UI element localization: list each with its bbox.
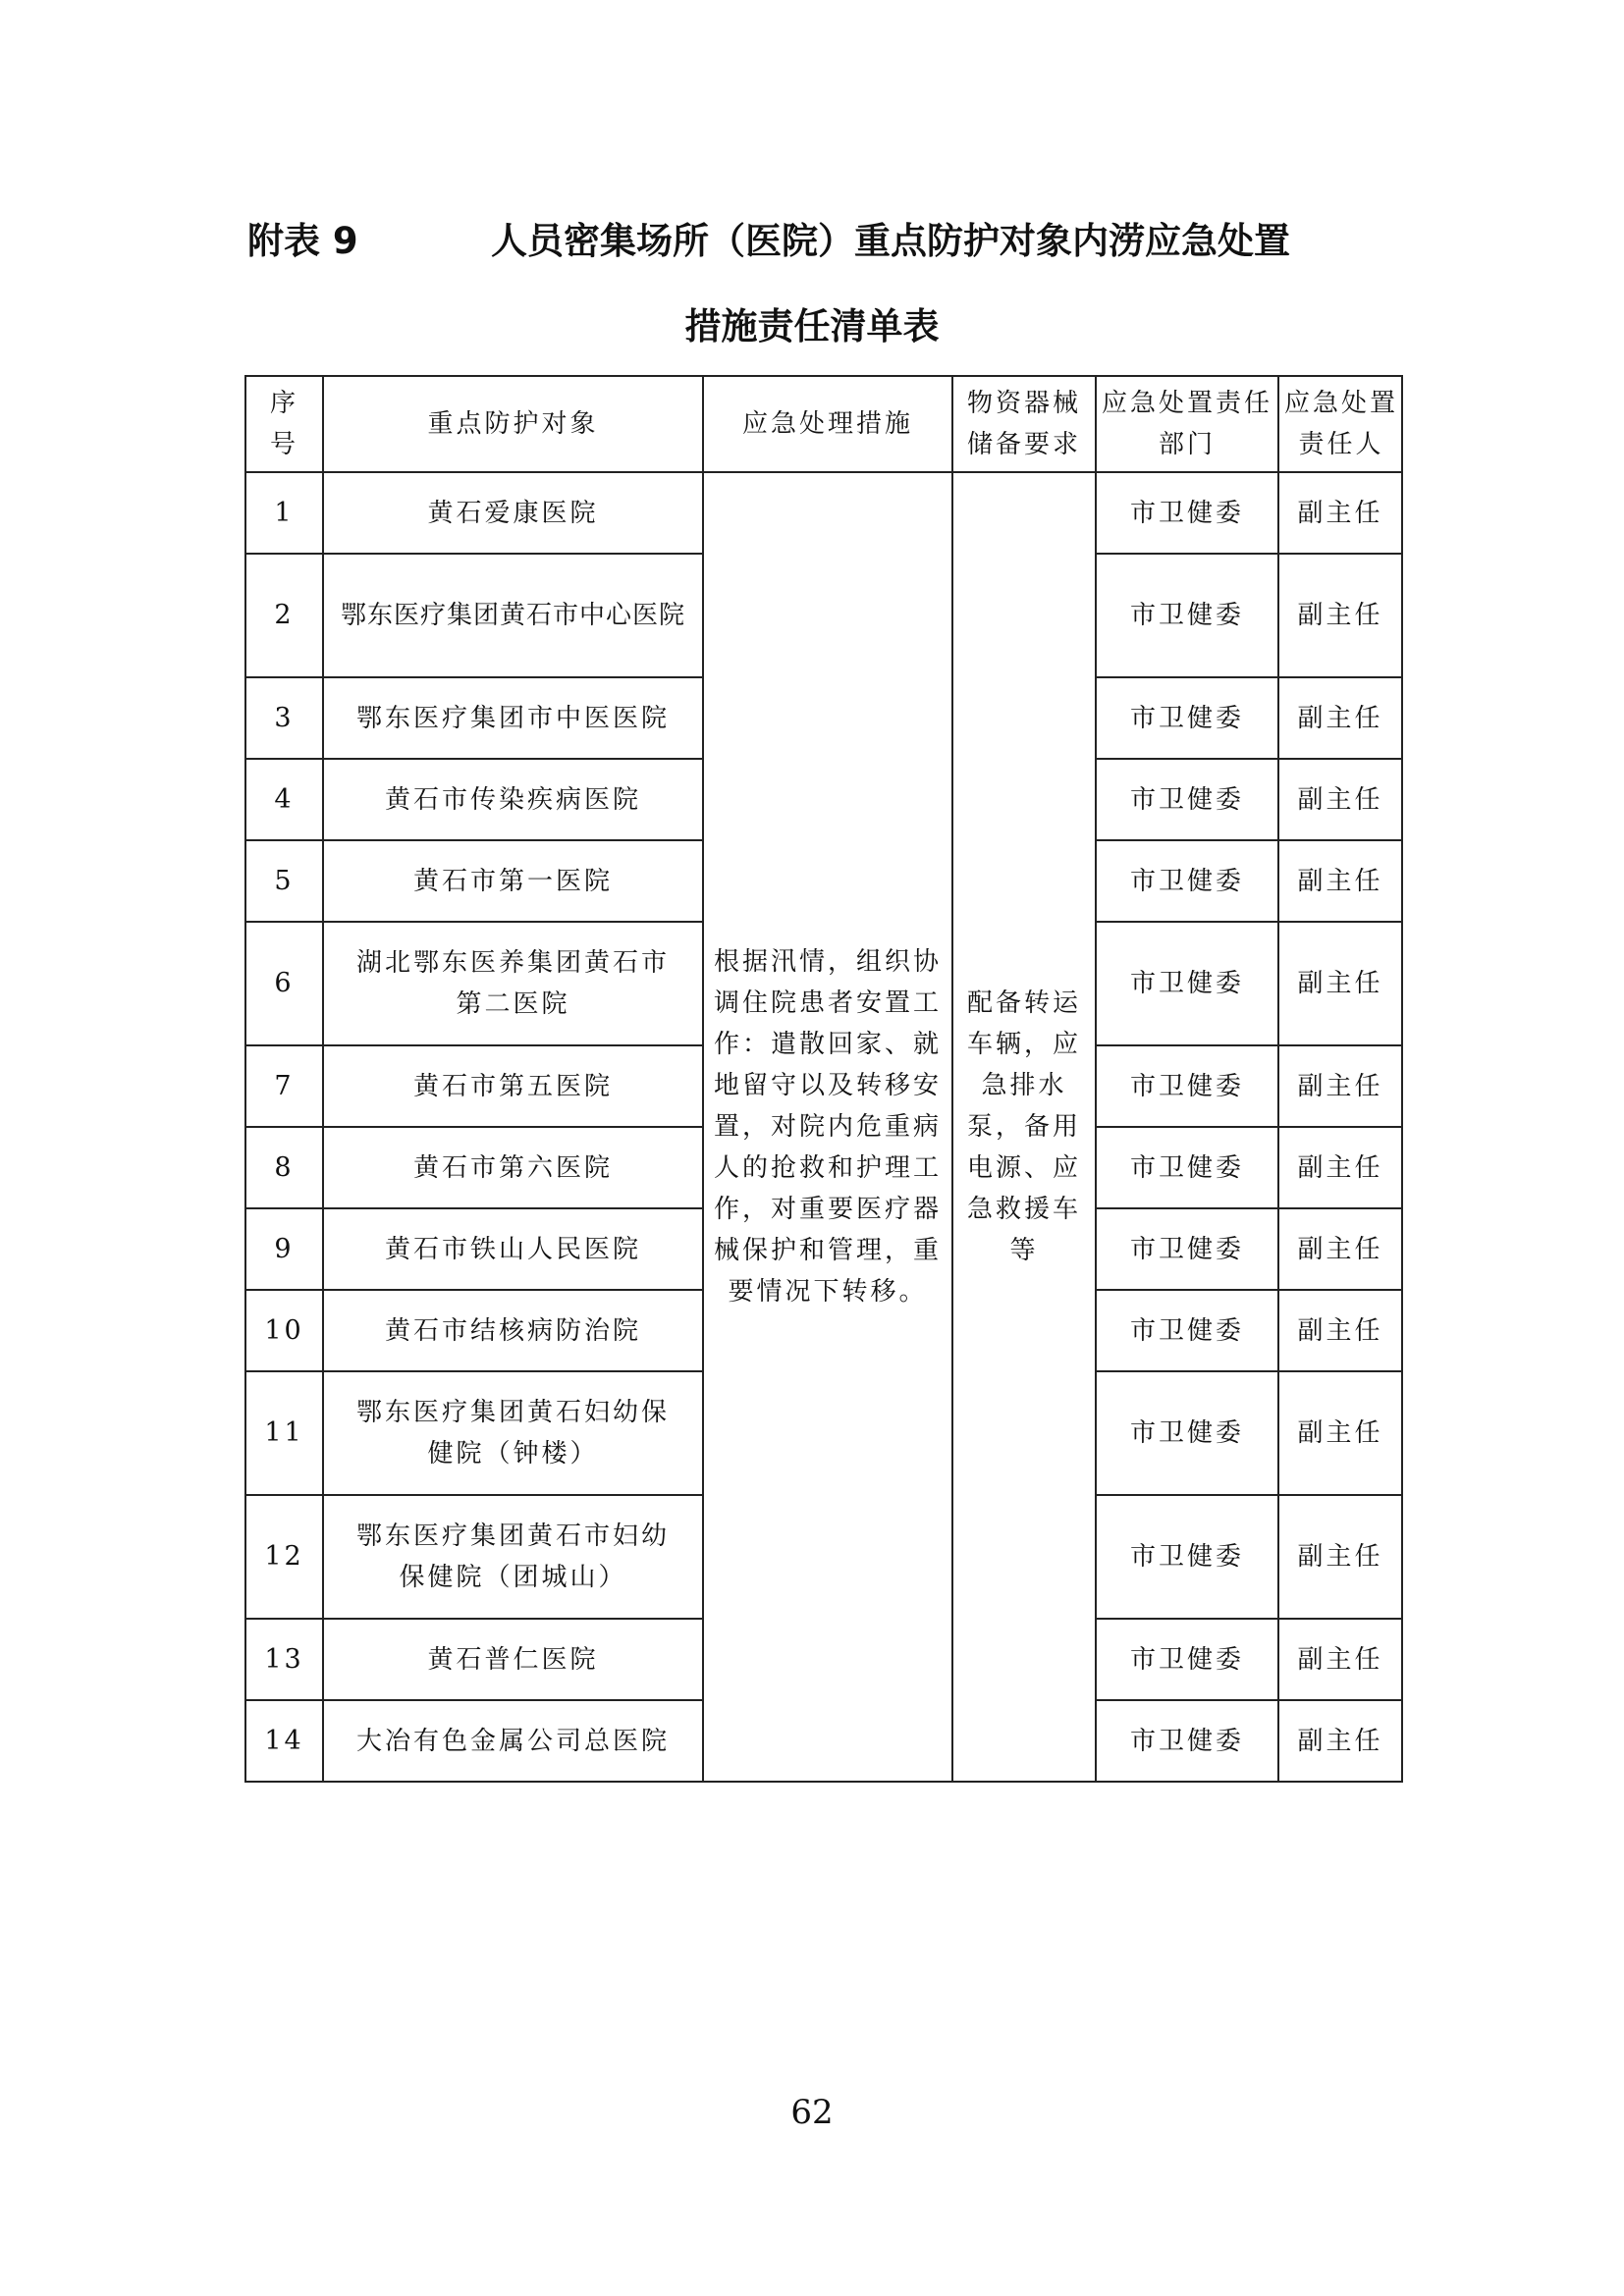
row-person: 副主任	[1278, 1495, 1402, 1619]
row-index: 9	[245, 1208, 323, 1290]
row-department: 市卫健委	[1096, 1700, 1278, 1782]
row-person: 副主任	[1278, 840, 1402, 922]
row-person: 副主任	[1278, 1045, 1402, 1127]
row-target: 鄂东医疗集团黄石市中心医院	[323, 554, 703, 677]
header-equipment: 物资器械储备要求	[952, 376, 1096, 472]
row-department: 市卫健委	[1096, 1495, 1278, 1619]
row-department: 市卫健委	[1096, 1045, 1278, 1127]
emergency-measures: 根据汛情，组织协调住院患者安置工作：遣散回家、就地留守以及转移安置，对院内危重病人的抢救和护理工作，对重要医疗器械保护和管理，重要情况下转移。	[703, 472, 952, 1782]
row-index: 8	[245, 1127, 323, 1208]
row-index: 14	[245, 1700, 323, 1782]
row-department: 市卫健委	[1096, 1619, 1278, 1700]
appendix-label: 附表 9	[247, 220, 358, 262]
row-target: 黄石市铁山人民医院	[323, 1208, 703, 1290]
row-person: 副主任	[1278, 554, 1402, 677]
row-department: 市卫健委	[1096, 472, 1278, 554]
row-index: 7	[245, 1045, 323, 1127]
row-index: 1	[245, 472, 323, 554]
row-department: 市卫健委	[1096, 1208, 1278, 1290]
row-index: 12	[245, 1495, 323, 1619]
row-target: 黄石市第五医院	[323, 1045, 703, 1127]
row-person: 副主任	[1278, 1700, 1402, 1782]
row-department: 市卫健委	[1096, 840, 1278, 922]
header-index: 序号	[245, 376, 323, 472]
row-person: 副主任	[1278, 759, 1402, 840]
header-person: 应急处置责任人	[1278, 376, 1402, 472]
row-target: 黄石市传染疾病医院	[323, 759, 703, 840]
row-target: 黄石市结核病防治院	[323, 1290, 703, 1371]
row-index: 11	[245, 1371, 323, 1495]
row-target: 鄂东医疗集团黄石市妇幼保健院（团城山）	[323, 1495, 703, 1619]
title-main: 人员密集场所（医院）重点防护对象内涝应急处置	[491, 220, 1290, 262]
row-department: 市卫健委	[1096, 922, 1278, 1045]
row-target: 湖北鄂东医养集团黄石市第二医院	[323, 922, 703, 1045]
row-target: 黄石爱康医院	[323, 472, 703, 554]
row-index: 3	[245, 677, 323, 759]
table-header-row	[245, 376, 1402, 472]
row-person: 副主任	[1278, 1619, 1402, 1700]
row-person: 副主任	[1278, 1371, 1402, 1495]
row-target: 黄石普仁医院	[323, 1619, 703, 1700]
row-department: 市卫健委	[1096, 1290, 1278, 1371]
row-index: 5	[245, 840, 323, 922]
row-target: 黄石市第一医院	[323, 840, 703, 922]
table-body	[245, 472, 1402, 1782]
row-index: 2	[245, 554, 323, 677]
row-person: 副主任	[1278, 677, 1402, 759]
row-index: 10	[245, 1290, 323, 1371]
page-number: 62	[790, 2093, 834, 2132]
row-department: 市卫健委	[1096, 677, 1278, 759]
page-title	[247, 214, 1377, 269]
row-index: 4	[245, 759, 323, 840]
row-department: 市卫健委	[1096, 1127, 1278, 1208]
row-person: 副主任	[1278, 922, 1402, 1045]
row-person: 副主任	[1278, 1127, 1402, 1208]
row-target: 黄石市第六医院	[323, 1127, 703, 1208]
row-index: 13	[245, 1619, 323, 1700]
row-person: 副主任	[1278, 1290, 1402, 1371]
row-department: 市卫健委	[1096, 759, 1278, 840]
header-department: 应急处置责任部门	[1096, 376, 1278, 472]
row-department: 市卫健委	[1096, 554, 1278, 677]
row-person: 副主任	[1278, 1208, 1402, 1290]
header-target: 重点防护对象	[323, 376, 703, 472]
row-department: 市卫健委	[1096, 1371, 1278, 1495]
responsibility-table	[244, 375, 1403, 1783]
row-target: 大冶有色金属公司总医院	[323, 1700, 703, 1782]
table-row	[245, 472, 1402, 554]
row-index: 6	[245, 922, 323, 1045]
row-target: 鄂东医疗集团市中医医院	[323, 677, 703, 759]
header-measures: 应急处理措施	[703, 376, 952, 472]
page-subtitle: 措施责任清单表	[684, 305, 940, 347]
equipment-requirements: 配备转运车辆，应急排水泵，备用电源、应急救援车等	[952, 472, 1096, 1782]
row-target: 鄂东医疗集团黄石妇幼保健院（钟楼）	[323, 1371, 703, 1495]
row-person: 副主任	[1278, 472, 1402, 554]
